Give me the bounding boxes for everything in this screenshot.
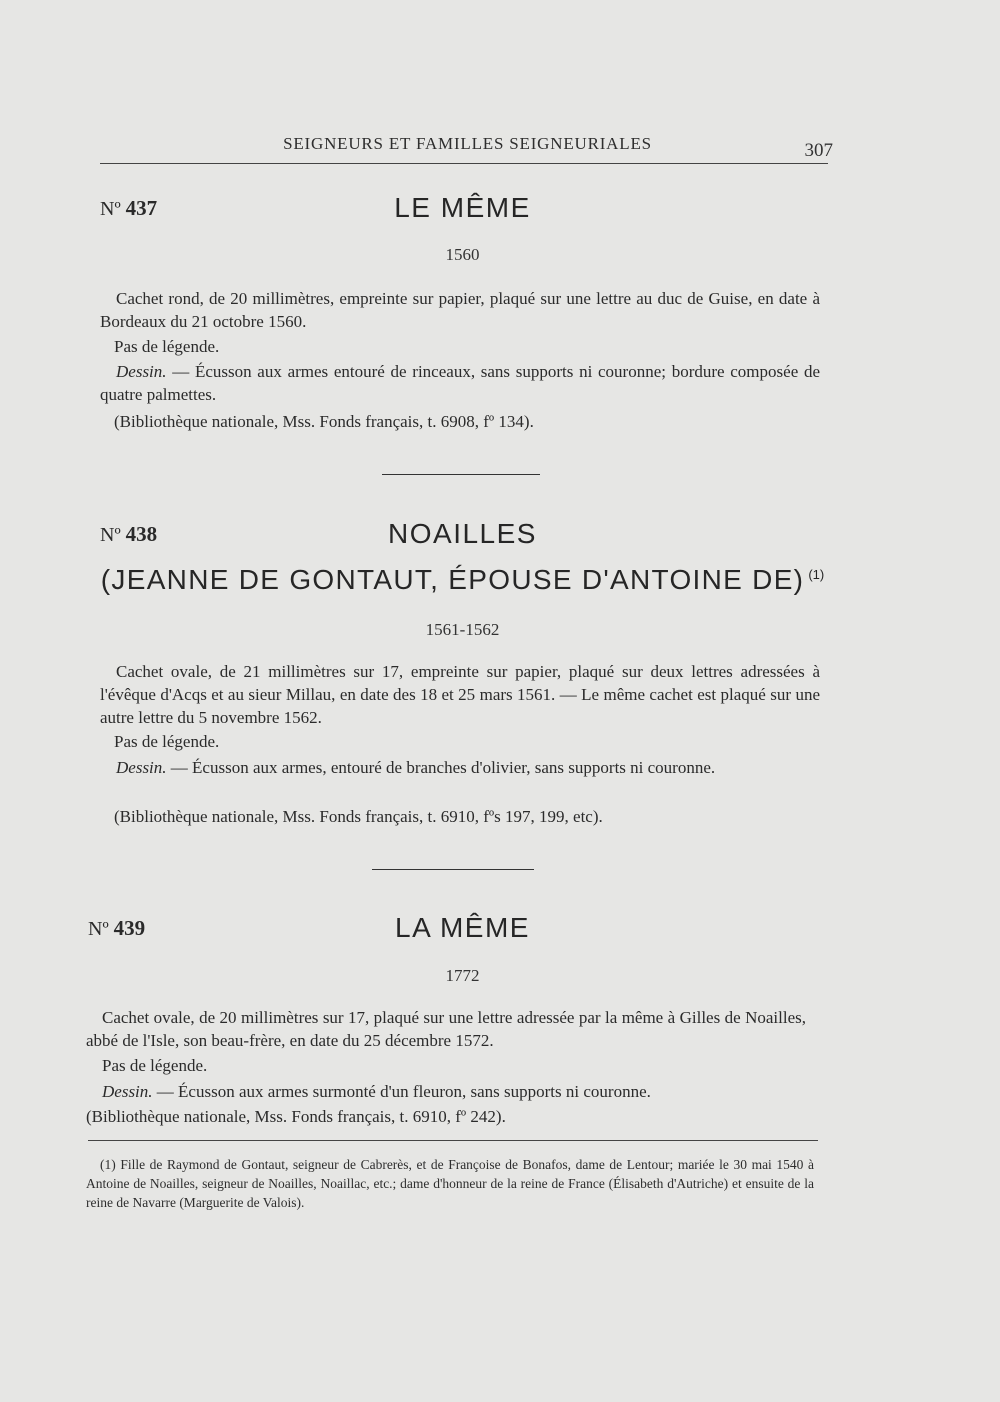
entry-subtitle-text: (JEANNE DE GONTAUT, ÉPOUSE D'ANTOINE DE) <box>100 564 805 595</box>
running-header <box>100 132 835 172</box>
dessin-paragraph <box>86 1080 806 1103</box>
source-citation: (Bibliothèque nationale, Mss. Fonds français, t. 6910, fºs 197, 199, etc). <box>114 807 603 826</box>
entry-description: Cachet ovale, de 20 millimètres sur 17, plaqué sur une lettre adressée par la même à Gilles de Noailles, abbé de l'Isle, son beau-frère, en date du 25 décembre 1572. <box>86 1008 806 1050</box>
dessin-paragraph <box>100 756 820 779</box>
entry-description: Cachet ovale, de 21 millimètres sur 17, empreinte sur papier, plaqué sur deux lettres adressées à l'évêque d'Acqs et au sieur Millau, en date des 18 et 25 mars 1561. — Le même cachet est plaqué sur une autre lettre du 5 novembre 1562. <box>100 662 820 727</box>
entry-number-value: 437 <box>125 196 158 220</box>
entry-date: 1561-1562 <box>425 620 500 639</box>
entry-number-value: 438 <box>125 522 158 546</box>
page-number: 307 <box>804 140 833 161</box>
entry-date: 1772 <box>445 966 480 985</box>
section-separator <box>372 869 534 870</box>
source-citation: (Bibliothèque nationale, Mss. Fonds français, t. 6908, fº 134). <box>114 412 534 431</box>
entry-title: NOAILLES <box>388 518 537 549</box>
dessin-label: Dessin. <box>116 362 167 381</box>
entry-description: Cachet rond, de 20 millimètres, empreinte sur papier, plaqué sur une lettre au duc de Guise, en date à Bordeaux du 21 octobre 1560. <box>100 289 820 331</box>
entry-title: LE MÊME <box>394 192 531 223</box>
legend-note: Pas de légende. <box>114 337 220 356</box>
dessin-text: — Écusson aux armes, entouré de branches d'olivier, sans supports ni couronne. <box>166 758 716 777</box>
footnote: (1) Fille de Raymond de Gontaut, seigneur de Cabrerès, et de Françoise de Bonafos, dame de Lentour; mariée le 30 mai 1540 à Antoine de Noailles, seigneur de Noailles, Noaillac, etc.; dame d'honneur de la reine de France (Élisabeth d'Autriche) et ensuite de la reine de Navarre (Marguerite de Valois). <box>86 1157 814 1210</box>
footnote-rule <box>88 1140 818 1141</box>
dessin-text: — Écusson aux armes entouré de rinceaux, sans supports ni couronne; bordure composée de quatre palmettes. <box>100 362 820 404</box>
entry-number-prefix: Nº <box>88 918 109 940</box>
entry-number-prefix: Nº <box>100 524 121 546</box>
legend-note: Pas de légende. <box>102 1056 208 1075</box>
running-title: SEIGNEURS ET FAMILLES SEIGNEURIALES <box>283 134 652 153</box>
entry-date: 1560 <box>445 245 480 264</box>
entry-number-value: 439 <box>113 916 146 940</box>
dessin-paragraph <box>100 360 820 406</box>
dessin-label: Dessin. <box>102 1082 153 1101</box>
dessin-label: Dessin. <box>116 758 167 777</box>
dessin-text: — Écusson aux armes surmonté d'un fleuron, sans supports ni couronne. <box>152 1082 651 1101</box>
footnote-reference: (1) <box>808 566 825 582</box>
entry-subtitle <box>100 564 825 596</box>
section-separator <box>382 474 540 475</box>
entry-number-prefix: Nº <box>100 198 121 220</box>
source-citation: (Bibliothèque nationale, Mss. Fonds français, t. 6910, fº 242). <box>86 1107 506 1126</box>
header-rule <box>100 163 828 164</box>
entry-title: LA MÊME <box>395 912 530 943</box>
legend-note: Pas de légende. <box>114 732 220 751</box>
